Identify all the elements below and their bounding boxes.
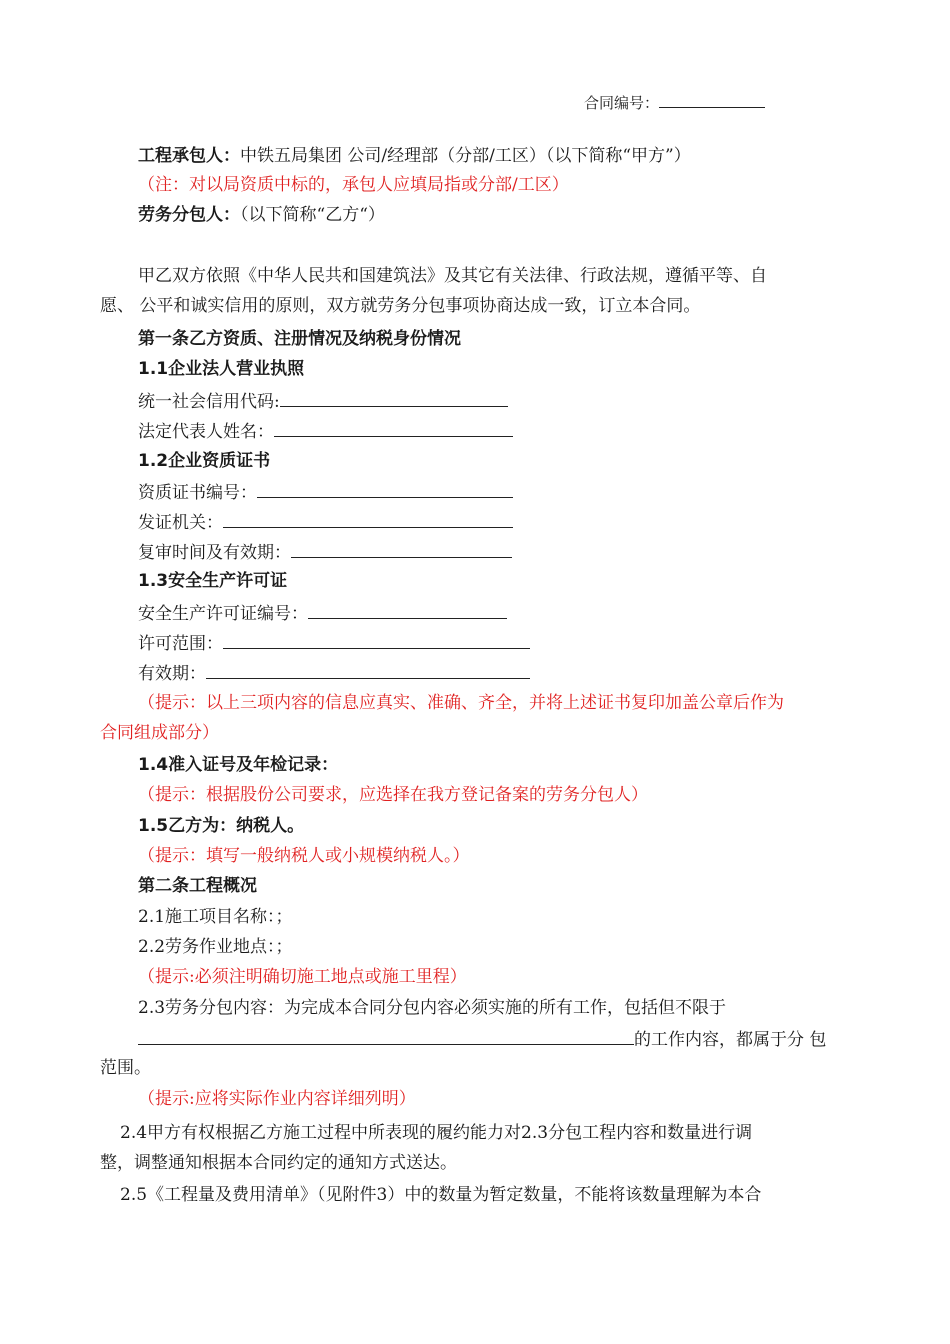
section-1-1: 1.1企业法人营业执照 — [138, 359, 305, 379]
hint-registration: （提示：根据股份公司要求，应选择在我方登记备案的劳务分包人） — [138, 785, 648, 805]
work-content-field[interactable] — [138, 1026, 634, 1045]
subcontractor-label: 劳务分包人： — [138, 205, 240, 225]
section-2-3-line-2 — [138, 1026, 826, 1052]
article-2-title: 第二条工程概况 — [138, 876, 257, 896]
review-field[interactable] — [291, 539, 512, 558]
scope-label: 许可范围： — [138, 634, 223, 654]
contractor-value: 中铁五局集团 公司/经理部（分部/工区）（以下简称“甲方”） — [240, 146, 691, 166]
cert-no-field[interactable] — [257, 479, 513, 498]
section-1-3: 1.3安全生产许可证 — [138, 571, 288, 591]
section-1-4: 1.4准入证号及年检记录： — [138, 755, 339, 775]
safety-no-field[interactable] — [308, 600, 507, 619]
section-2-3-line-2-text: 的工作内容，都属于分 包 — [634, 1030, 827, 1050]
credit-code-field[interactable] — [280, 388, 508, 407]
section-2-2: 2.2劳务作业地点：； — [138, 937, 293, 957]
hint-work-content: （提示:应将实际作业内容详细列明） — [138, 1089, 416, 1109]
hint-certificates-2: 合同组成部分） — [100, 723, 219, 743]
review-row — [138, 539, 512, 565]
contract-number-row — [584, 89, 765, 115]
legal-rep-row — [138, 418, 513, 444]
section-2-3-line-3: 范围。 — [100, 1058, 151, 1078]
safety-no-row — [138, 600, 507, 626]
scope-field[interactable] — [223, 630, 530, 649]
legal-rep-label: 法定代表人姓名： — [138, 422, 274, 442]
subcontractor-row — [138, 203, 385, 227]
contract-number-field[interactable] — [659, 89, 765, 108]
issuer-field[interactable] — [223, 509, 513, 528]
contract-number-label: 合同编号： — [584, 94, 660, 112]
contractor-row — [138, 144, 691, 168]
legal-rep-field[interactable] — [274, 418, 513, 437]
intro-line-2: 愿、 公平和诚实信用的原则，双方就劳务分包事项协商达成一致，订立本合同。 — [100, 296, 701, 316]
safety-no-label: 安全生产许可证编号： — [138, 604, 308, 624]
contractor-label: 工程承包人： — [138, 146, 240, 166]
credit-code-label: 统一社会信用代码: — [138, 392, 280, 412]
validity-label: 有效期： — [138, 664, 206, 684]
cert-no-row — [138, 479, 513, 505]
scope-row — [138, 630, 530, 656]
note-contractor: （注：对以局资质中标的，承包人应填局指或分部/工区） — [138, 175, 569, 195]
credit-code-row — [138, 388, 508, 414]
section-1-5: 1.5乙方为：纳税人。 — [138, 816, 305, 836]
hint-certificates-1: （提示：以上三项内容的信息应真实、准确、齐全，并将上述证书复印加盖公章后作为 — [138, 693, 784, 713]
section-2-3-line-1: 2.3劳务分包内容：为完成本合同分包内容必须实施的所有工作，包括但不限于 — [138, 998, 727, 1018]
subcontractor-value: （以下简称“乙方“） — [240, 205, 385, 225]
validity-field[interactable] — [206, 660, 530, 679]
section-2-4-line-1: 2.4甲方有权根据乙方施工过程中所表现的履约能力对2.3分包工程内容和数量进行调 — [120, 1123, 753, 1143]
section-2-5-line-1: 2.5《工程量及费用清单》（见附件3）中的数量为暂定数量，不能将该数量理解为本合 — [120, 1185, 762, 1205]
cert-no-label: 资质证书编号： — [138, 483, 257, 503]
issuer-label: 发证机关： — [138, 513, 223, 533]
article-1-title: 第一条乙方资质、注册情况及纳税身份情况 — [138, 329, 461, 349]
issuer-row — [138, 509, 513, 535]
intro-line-1: 甲乙双方依照《中华人民共和国建筑法》及其它有关法律、行政法规，遵循平等、自 — [138, 266, 767, 286]
hint-location: （提示:必须注明确切施工地点或施工里程） — [138, 967, 467, 987]
validity-row — [138, 660, 530, 686]
section-1-2: 1.2企业资质证书 — [138, 451, 271, 471]
hint-taxpayer: （提示：填写一般纳税人或小规模纳税人。） — [138, 846, 470, 866]
section-2-1: 2.1施工项目名称：； — [138, 907, 293, 927]
section-2-4-line-2: 整，调整通知根据本合同约定的通知方式送达。 — [100, 1153, 457, 1173]
review-label: 复审时间及有效期： — [138, 543, 291, 563]
